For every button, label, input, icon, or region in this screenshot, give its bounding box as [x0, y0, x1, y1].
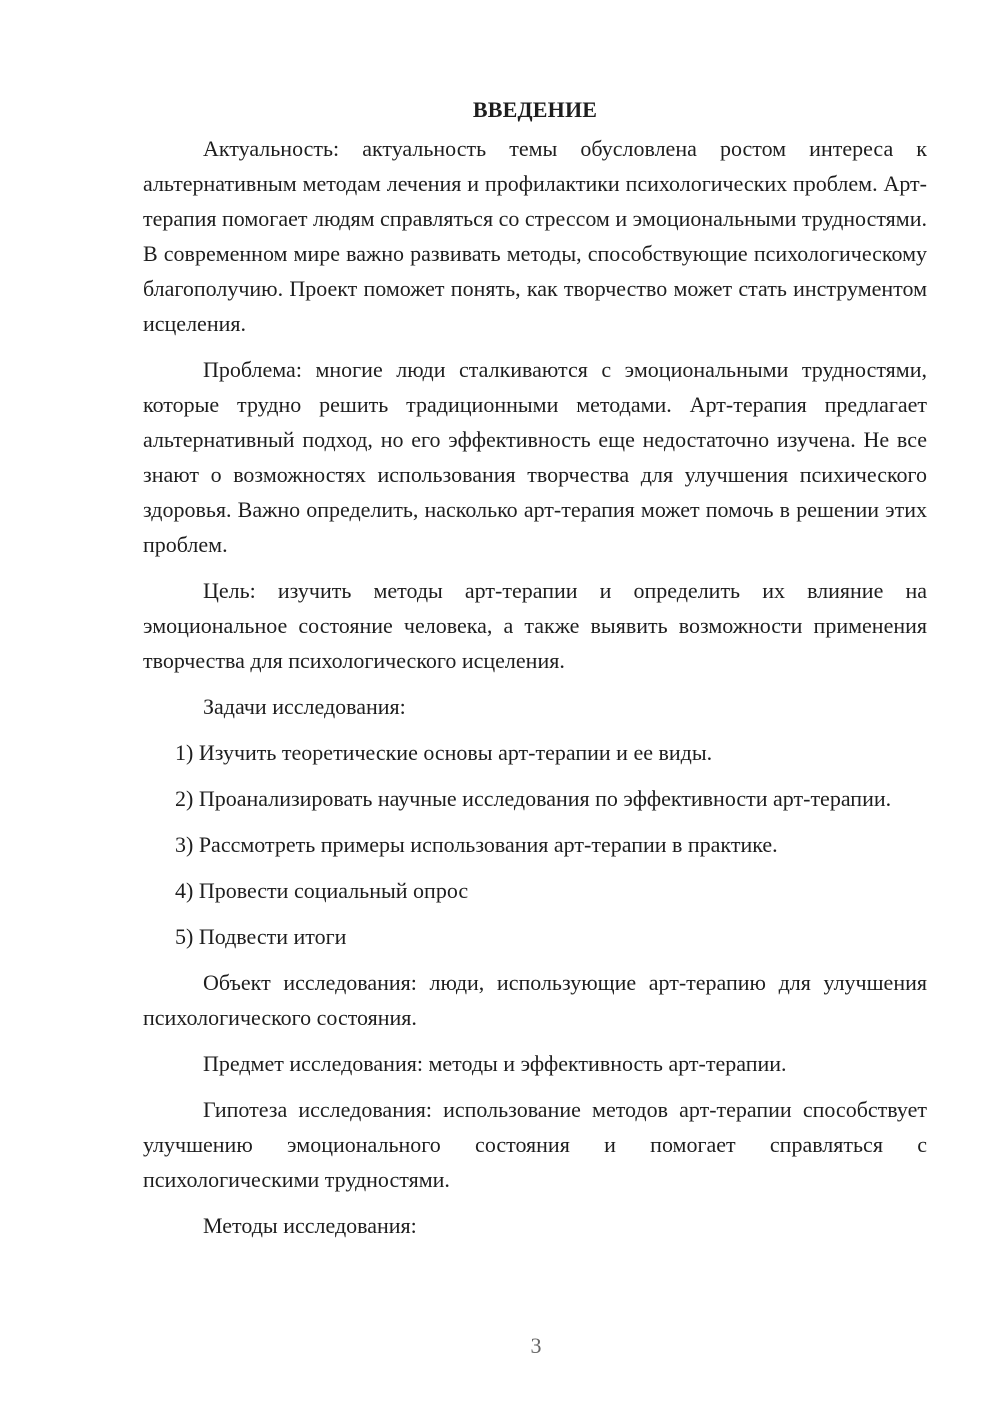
- hypothesis-paragraph: Гипотеза исследования: использование методов арт-терапии способствует улучшению эмоционального состояния и помогает справляться с психологическими трудностями.: [143, 1097, 927, 1192]
- subject-paragraph: Предмет исследования: методы и эффективность арт-терапии.: [203, 1051, 787, 1076]
- problem-paragraph: Проблема: многие люди сталкиваются с эмоциональными трудностями, которые трудно решить традиционными методами. Арт-терапия предлагает альтернативный подход, но его эффективность еще недостаточно изучена. Не все знают о возможностях использования творчества для улучшения психического здоровья. Важно определить, насколько арт-терапия может помочь в решении этих проблем.: [143, 357, 927, 557]
- methods-heading: Методы исследования:: [203, 1213, 417, 1238]
- task-item: 3) Рассмотреть примеры использования арт-терапии в практике.: [175, 832, 778, 857]
- task-item: 2) Проанализировать научные исследования по эффективности арт-терапии.: [175, 786, 892, 811]
- task-item: 5) Подвести итоги: [175, 924, 347, 949]
- goal-paragraph: Цель: изучить методы арт-терапии и определить их влияние на эмоциональное состояние человека, а также выявить возможности применения творчества для психологического исцеления.: [143, 578, 927, 673]
- page-number: 3: [530, 1333, 542, 1358]
- page-title: ВВЕДЕНИЕ: [472, 97, 598, 122]
- task-item: 1) Изучить теоретические основы арт-терапии и ее виды.: [175, 740, 713, 765]
- document-page: [143, 92, 927, 1254]
- relevance-paragraph: Актуальность: актуальность темы обусловлена ростом интереса к альтернативным методам лечения и профилактики психологических проблем. Арт-терапия помогает людям справляться со стрессом и эмоциональными трудностями. В современном мире важно развивать методы, способствующие психологическому благополучию. Проект поможет понять, как творчество может стать инструментом исцеления.: [143, 136, 927, 336]
- task-item: 4) Провести социальный опрос: [175, 878, 469, 903]
- tasks-heading: Задачи исследования:: [203, 694, 406, 719]
- object-paragraph: Объект исследования: люди, использующие арт-терапию для улучшения психологического состояния.: [143, 970, 927, 1030]
